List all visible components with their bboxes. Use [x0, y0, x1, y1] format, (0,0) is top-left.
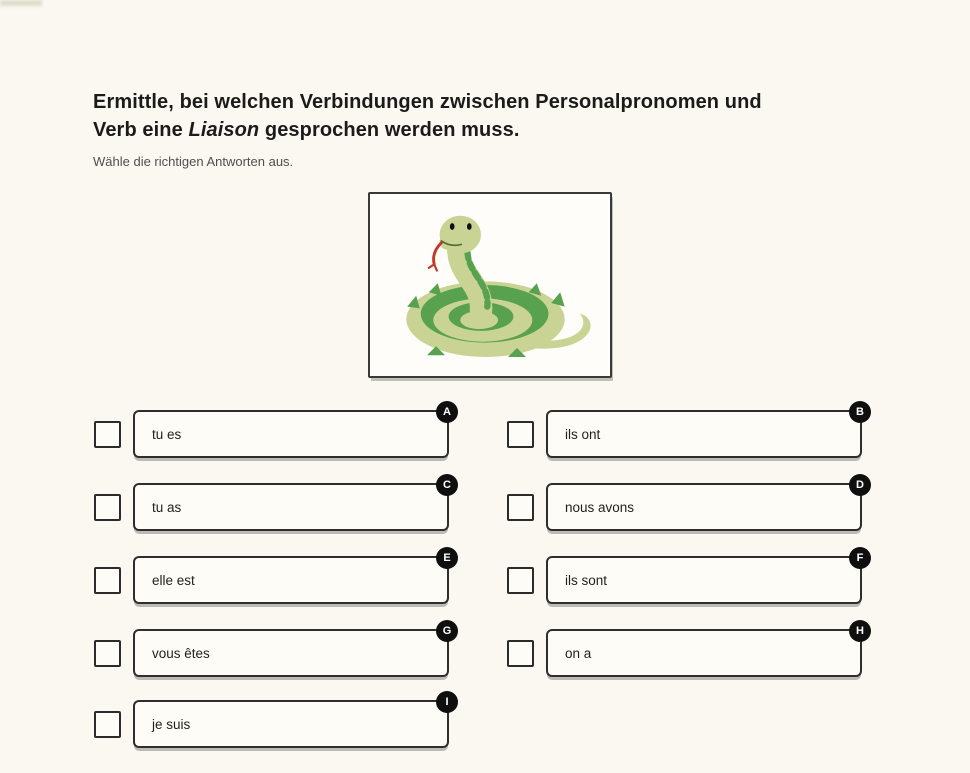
option-f-box[interactable] — [546, 551, 864, 604]
option-b-letter-badge: B — [849, 401, 871, 423]
option-c-letter-badge: C — [436, 474, 458, 496]
option-b-checkbox[interactable] — [507, 421, 534, 448]
option-f-letter-badge: F — [849, 547, 871, 569]
snake-tongue — [434, 243, 442, 265]
option-row-c — [94, 478, 451, 531]
snake-eye-right — [467, 223, 472, 230]
option-c-box[interactable] — [133, 478, 451, 531]
option-row-h — [507, 624, 864, 677]
option-h-label: on a — [565, 645, 592, 661]
option-g-label: vous êtes — [152, 645, 210, 661]
option-f-label: ils sont — [565, 572, 608, 588]
option-e-checkbox[interactable] — [94, 567, 121, 594]
question-title — [93, 88, 903, 144]
option-row-f — [507, 551, 864, 604]
option-c-label: tu as — [152, 499, 182, 515]
option-g-letter-badge: G — [436, 620, 458, 642]
video-frame-artifact — [0, 0, 42, 6]
option-f-checkbox[interactable] — [507, 567, 534, 594]
option-h-letter-badge: H — [849, 620, 871, 642]
option-a-label: tu es — [152, 426, 182, 442]
option-d-box[interactable] — [546, 478, 864, 531]
option-row-i — [94, 695, 449, 748]
option-h-box[interactable] — [546, 624, 864, 677]
option-h-checkbox[interactable] — [507, 640, 534, 667]
option-row-e — [94, 551, 451, 604]
option-a-letter-badge: A — [436, 401, 458, 423]
option-row-b — [507, 405, 864, 458]
option-i-letter-badge: I — [436, 691, 458, 713]
option-row-g — [94, 624, 452, 677]
question-title-line1: Ermittle, bei welchen Verbindungen zwischen Personalpronomen und — [93, 91, 762, 113]
snake-eye-left — [450, 223, 455, 230]
option-c-checkbox[interactable] — [94, 494, 121, 521]
option-b-label: ils ont — [565, 426, 601, 442]
option-a-box[interactable] — [133, 405, 451, 458]
question-image-card — [368, 192, 612, 378]
option-d-letter-badge: D — [849, 474, 871, 496]
option-a-checkbox[interactable] — [94, 421, 121, 448]
option-e-letter-badge: E — [436, 547, 458, 569]
option-i-label: je suis — [152, 716, 191, 732]
option-e-label: elle est — [152, 572, 195, 588]
option-d-label: nous avons — [565, 499, 635, 515]
option-i-checkbox[interactable] — [94, 711, 121, 738]
option-row-d — [507, 478, 864, 531]
option-d-checkbox[interactable] — [507, 494, 534, 521]
instruction-hint: Wähle die richtigen Antworten aus. — [93, 154, 294, 169]
option-row-a — [94, 405, 451, 458]
option-g-box[interactable] — [133, 624, 452, 677]
question-title-line2: Verb eine Liaison gesprochen werden muss. — [93, 119, 520, 141]
option-g-checkbox[interactable] — [94, 640, 121, 667]
option-b-box[interactable] — [546, 405, 864, 458]
italic-term: Liaison — [188, 119, 260, 141]
option-e-box[interactable] — [133, 551, 451, 604]
option-i-box[interactable] — [133, 695, 449, 748]
snake-illustration — [382, 201, 598, 369]
